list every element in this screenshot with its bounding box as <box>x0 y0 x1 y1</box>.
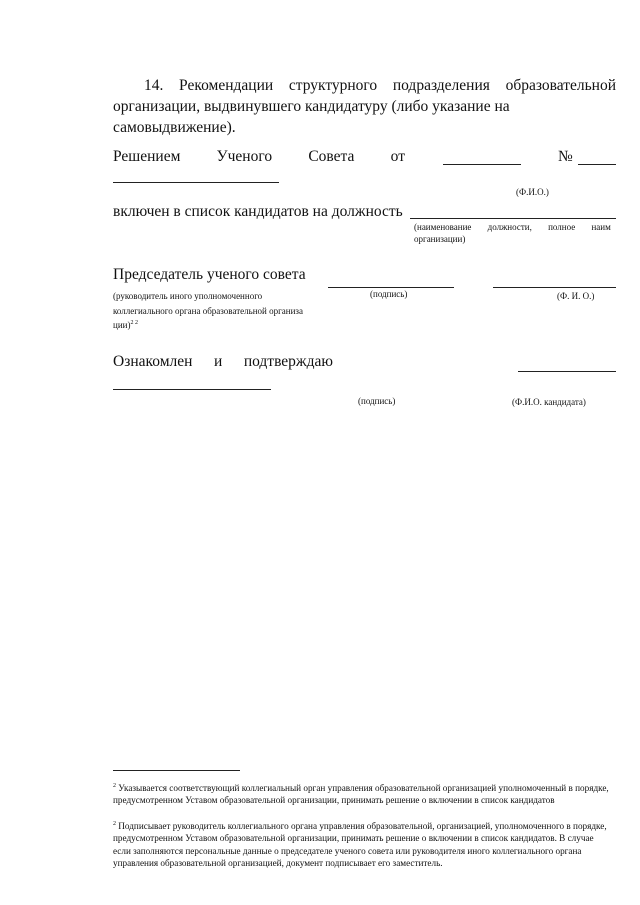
decision-word-1: Решением <box>113 148 181 165</box>
footnote-2-text: Подписывает руководитель коллегиального органа управления образовательной, организацией, уполномоченного в порядке, предусмотренном Уставом образовательной организации, принимать решение о включении в список кандидатов. В случае если заполняются персональные данные о председателе ученого совета или руководителя иного коллегиального органа управления образовательной организацией, документ подписывает его заместитель. <box>113 821 607 869</box>
included-text: включен в список кандидатов на должность <box>113 203 403 220</box>
section-14-text: 14. Рекомендации структурного подразделения образовательной организации, выдвинувшего кандидатуру (либо указание на <box>113 77 616 115</box>
footnote-1-text: Указывается соответствующий коллегиальный орган управления образовательной организацией уполномоченный в порядке, предусмотренном Уставом образовательной организации, принимать решение о включении в список кандидатов <box>113 783 609 806</box>
decision-word-3: Совета <box>308 148 355 165</box>
decision-extra-field[interactable] <box>113 182 279 183</box>
acknowledged-word-2: и <box>213 353 223 370</box>
section-14-heading <box>113 75 616 117</box>
chairman-note-sup: 2 2 <box>130 320 138 326</box>
chairman-note-text-1: (руководитель иного уполномоченного <box>113 291 263 301</box>
decision-row <box>113 148 405 166</box>
chairman-fio-field[interactable] <box>493 287 616 288</box>
chairman-note-line3 <box>113 320 138 330</box>
position-label-line1 <box>414 222 616 232</box>
decision-word-2: Ученого <box>216 148 273 165</box>
decision-number-sign: № <box>558 148 573 165</box>
acknowledged-extra-field[interactable] <box>113 389 271 390</box>
decision-date-field[interactable] <box>443 164 521 165</box>
chairman-signature-field[interactable] <box>328 287 454 288</box>
acknowledged-signature-field[interactable] <box>518 371 616 372</box>
acknowledged-row <box>113 353 333 371</box>
position-label-line2: организации) <box>414 234 466 244</box>
decision-number-field[interactable] <box>578 164 616 165</box>
footnote-2-mark: 2 <box>113 821 116 827</box>
footnote-separator <box>113 770 240 771</box>
decision-word-4: от <box>390 148 405 165</box>
footnote-2 <box>113 818 613 870</box>
chairman-note-text-3: ции) <box>113 320 131 330</box>
acknowledged-signature-label: (подпись) <box>358 396 396 406</box>
acknowledged-fio-label: (Ф.И.О. кандидата) <box>512 397 586 407</box>
acknowledged-word-3: подтверждаю <box>243 353 333 370</box>
footnote-1 <box>113 780 613 807</box>
position-label-text: (наименование должности, полное наим <box>414 222 611 232</box>
chairman-fio-label: (Ф. И. О.) <box>557 291 595 301</box>
chairman-note-line1 <box>113 291 262 301</box>
section-14-heading-end: самовыдвижение). <box>113 119 236 136</box>
decision-fio-label: (Ф.И.О.) <box>516 187 549 197</box>
chairman-note-line2: коллегиального органа образовательной организа <box>113 306 303 316</box>
chairman-title: Председатель ученого совета <box>113 266 306 283</box>
chairman-signature-label: (подпись) <box>370 289 408 299</box>
acknowledged-word-1: Ознакомлен <box>113 353 193 370</box>
position-field[interactable] <box>410 218 616 219</box>
footnote-1-mark: 2 <box>113 783 116 789</box>
